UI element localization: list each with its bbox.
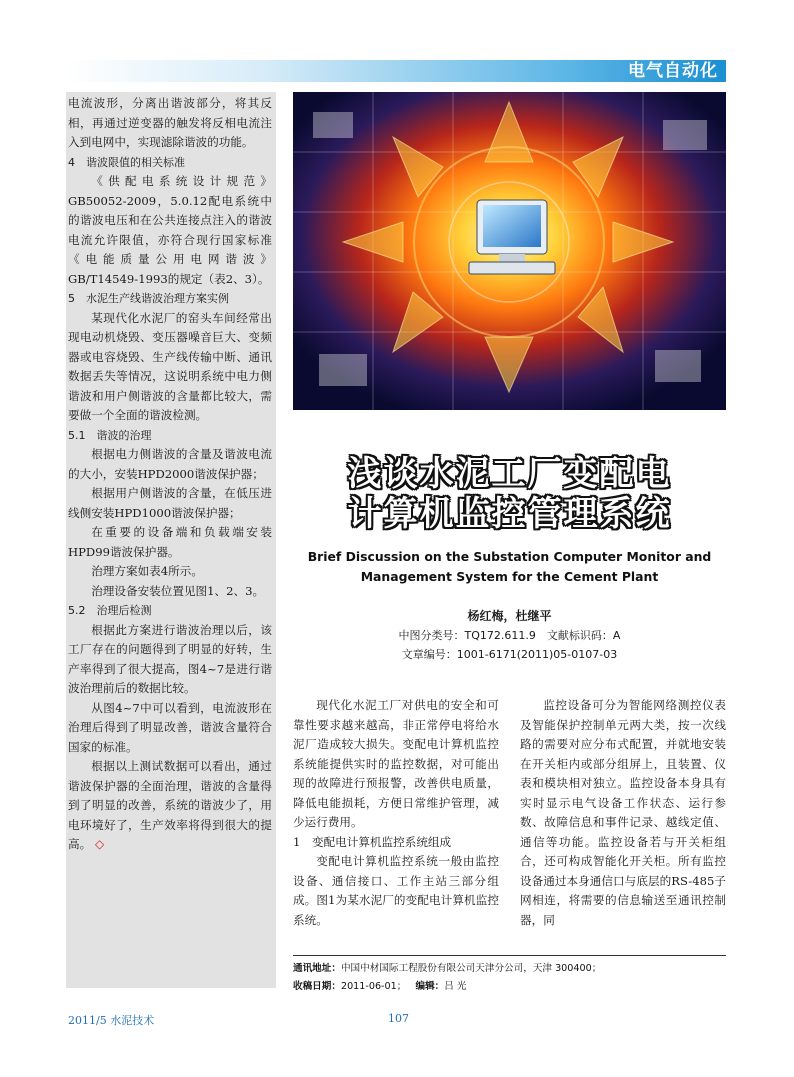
computer-monitor-icon [469,200,555,274]
editor-label: 编辑： [415,981,445,992]
received-label: 收稿日期： [293,981,341,992]
sidebar-paragraph: 4 谐波限值的相关标准 [68,155,185,169]
classification: 中图分类号：TQ172.611.9 文献标识码：A [398,629,621,642]
sidebar-text [68,94,272,855]
sidebar-paragraph: 根据电力侧谐波的含量及谐波电流的大小，安装HPD2000谐波保护器； [68,447,272,481]
article-title-en [293,547,726,587]
section-tag: 电气自动化 [628,61,718,81]
address-label: 通讯地址： [293,963,341,974]
sidebar-paragraph: 5.2 治理后检测 [68,604,152,617]
sidebar-paragraph: 治理设备安装位置见图1、2、3。 [91,583,265,598]
authors: 杨红梅，杜继平 [467,609,552,623]
sidebar-paragraph: 治理方案如表4所示。 [91,564,203,578]
page-number: 107 [388,1012,409,1025]
address: 中国中材国际工程股份有限公司天津分公司，天津 300400； [340,963,602,974]
header-bar [66,60,726,82]
sidebar-paragraph: 根据用户侧谐波的含量，在低压进线侧安装HPD1000谐波保护器； [68,486,272,520]
journal-issue: 2011/5 水泥技术 [68,1014,155,1027]
body-col1-paragraph: 1 变配电计算机监控系统组成 [293,834,452,849]
title-line-1: 浅谈水泥工厂变配电 [347,454,672,494]
title-en-line-1: Brief Discussion on the Substation Computer Monitor and [307,549,712,564]
title-line-2: 计算机监控管理系统 [347,494,672,534]
article-title-cn [293,454,726,534]
sidebar-paragraph: 根据以上测试数据可以看出，通过谐波保护器的全面治理，谐波的含量得到了明显的改善，系统的谐波少了，用电环境好了，生产效率将得到很大的提高。 ◇ [68,759,272,851]
body-col1-paragraph: 现代化水泥工厂对供电的安全和可靠性要求越来越高，非正常停电将给水泥厂造成较大损失。变配电计算机监控系统能提供实时的监控数据，对可能出现的故障进行预报警，改善供电质量，降低电能损耗，方便日常维护管理，减少运行费用。 [293,698,499,829]
body-col1-paragraph: 变配电计算机监控系统一般由监控设备、通信接口、工作主站三部分组成。图1为某水泥厂的变配电计算机监控系统。 [293,854,499,927]
title-en-line-2: Management System for the Cement Plant [360,569,659,584]
footnote [293,960,726,996]
sidebar-paragraph: 某现代化水泥厂的窑头车间经常出现电动机烧毁、变压器噪音巨大、变频器或电容烧毁、生产线传输中断、通讯数据丢失等情况，这说明系统中电力侧谐波和用户侧谐波的含量都比较大，需要做一个全面的谐波检测。 [68,310,272,422]
hero-illustration [293,92,726,410]
article-meta [293,607,726,664]
body-col2-paragraph: 监控设备可分为智能网络测控仪表及智能保护控制单元两大类，按一次线路的需要对应分布式配置，并就地安装在开关柜内或部分组屏上，且装置、仪表和模块相对独立。监控设备本身具有实时显示电气设备工作状态、运行参数、故障信息和事件记录、越线定值、通信等功能。监控设备若与开关柜组合，还可构成智能化开关柜。所有监控设备通过本身通信口与底层的RS-485子网相连，将需要的信息输送至通讯控制器，同 [520,698,726,927]
end-mark-icon: ◇ [91,837,105,851]
body-column-2 [520,696,726,930]
received-date: 2011-06-01； [340,981,407,992]
sidebar-paragraph: 从图4~7中可以看到，电流波形在治理后得到了明显改善，谐波含量符合国家的标准。 [68,700,272,754]
sidebar-paragraph: 5 水泥生产线谐波治理方案实例 [68,292,229,305]
sidebar-paragraph: 《供配电系统设计规范》GB50052-2009，5.0.12配电系统中的谐波电压和在公共连接点注入的谐波电流允许限值，亦符合现行国家标准《电能质量公用电网谐波》GB/T14549-1993的规定（表2、3）。 [68,174,272,286]
computer-network-illustration [293,92,726,410]
footnote-divider [293,955,726,956]
sidebar-paragraph: 根据此方案进行谐波治理以后，该工厂存在的问题得到了明显的好转，生产率得到了很大提高，图4~7是进行谐波治理前后的数据比较。 [68,622,272,695]
article-number: 文章编号：1001-6171(2011)05-0107-03 [401,648,618,661]
sidebar-paragraph: 5.1 谐波的治理 [68,428,152,442]
body-column-1 [293,696,499,930]
editor: 吕 光 [444,981,467,992]
sidebar-paragraph: 电流波形，分离出谐波部分，将其反相，再通过逆变器的触发将反相电流注入到电网中，实现滤除谐波的功能。 [68,96,272,149]
sidebar-paragraph: 在重要的设备端和负载端安装HPD99谐波保护器。 [68,525,272,559]
